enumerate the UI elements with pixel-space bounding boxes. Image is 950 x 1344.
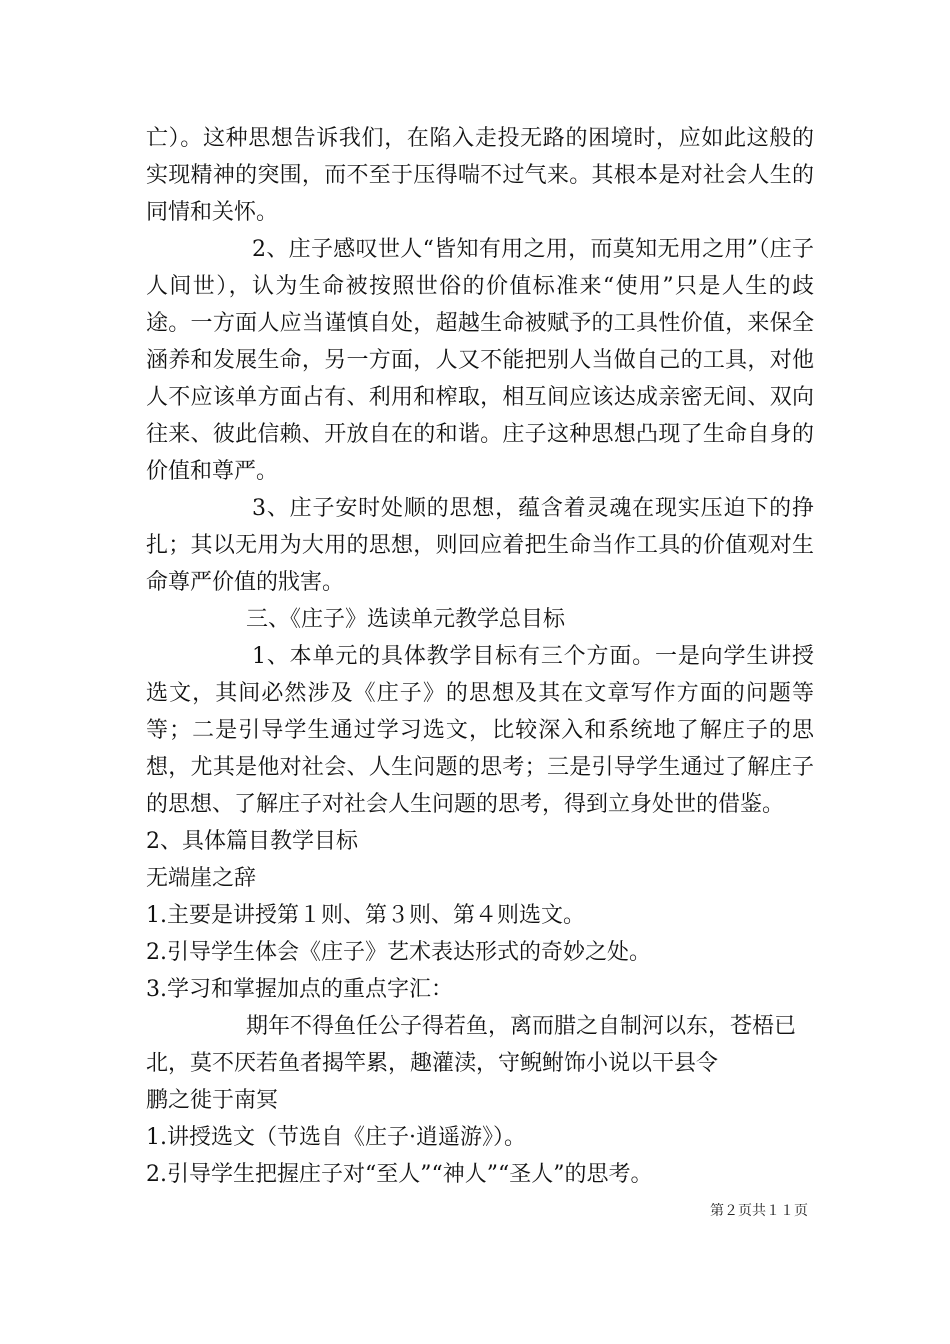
list-item-5: 2.引导学生把握庄子对“至人”“神人”“圣人”的思考。: [146, 1162, 653, 1187]
body-text: [146, 120, 814, 1193]
paragraph-goal-1: 1、本单元的具体教学目标有三个方面。一是向学生讲授选文，其间必然涉及《庄子》的思想及其在文章写作方面的问题等等；二是引导学生通过学习选文，比较深入和系统地了解庄子的思想，尤其是他对社会、人生问题的思考；三是引导学生通过了解庄子的思想、了解庄子对社会人生问题的思考，得到立身处世的借鉴。: [146, 644, 814, 817]
paragraph-point-3: 3、庄子安时处顺的思想，蕴含着灵魂在现实压迫下的挣扎；其以无用为大用的思想，则回应着把生命当作工具的价值观对生命尊严价值的戕害。: [146, 496, 814, 595]
subheading-wuduanya: 无端崖之辞: [146, 866, 257, 891]
subheading-pengzhixi: 鹏之徙于南冥: [146, 1088, 279, 1113]
list-item-2: 2.引导学生体会《庄子》艺术表达形式的奇妙之处。: [146, 940, 651, 965]
paragraph-point-2: 2、庄子感叹世人“皆知有用之用，而莫知无用之用”（庄子人间世），认为生命被按照世俗的价值标准来“使用”只是人生的歧途。一方面人应当谨慎自处，超越生命被赋予的工具性价值，来保全涵养和发展生命，另一方面，人又不能把别人当做自己的工具，对他人不应该单方面占有、利用和榨取，相互间应该达成亲密无间、双向往来、彼此信赖、开放自在的和谐。庄子这种思想凸现了生命自身的价值和尊严。: [146, 237, 814, 484]
subheading-goal-2: 2、具体篇目教学目标: [146, 829, 358, 854]
page-number: 第２页共１１页: [710, 1203, 808, 1219]
section-heading-3: 三、《庄子》选读单元教学总目标: [246, 607, 566, 632]
list-item-4: 1.讲授选文（节选自《庄子·逍遥游》）。: [146, 1125, 526, 1150]
list-item-3: 3.学习和掌握加点的重点字汇：: [146, 977, 453, 1002]
vocabulary-paragraph: 期年不得鱼任公子得若鱼，离而腊之自制河以东，苍梧已北，莫不厌若鱼者揭竿累，趣灌渎，守鲵鲋饰小说以干县令: [146, 1014, 797, 1076]
paragraph-intro-continuation: 亡）。这种思想告诉我们，在陷入走投无路的困境时，应如此这般的实现精神的突围，而不至于压得喘不过气来。其根本是对社会人生的同情和关怀。: [146, 126, 814, 225]
list-item-1: 1.主要是讲授第１则、第３则、第４则选文。: [146, 903, 585, 928]
